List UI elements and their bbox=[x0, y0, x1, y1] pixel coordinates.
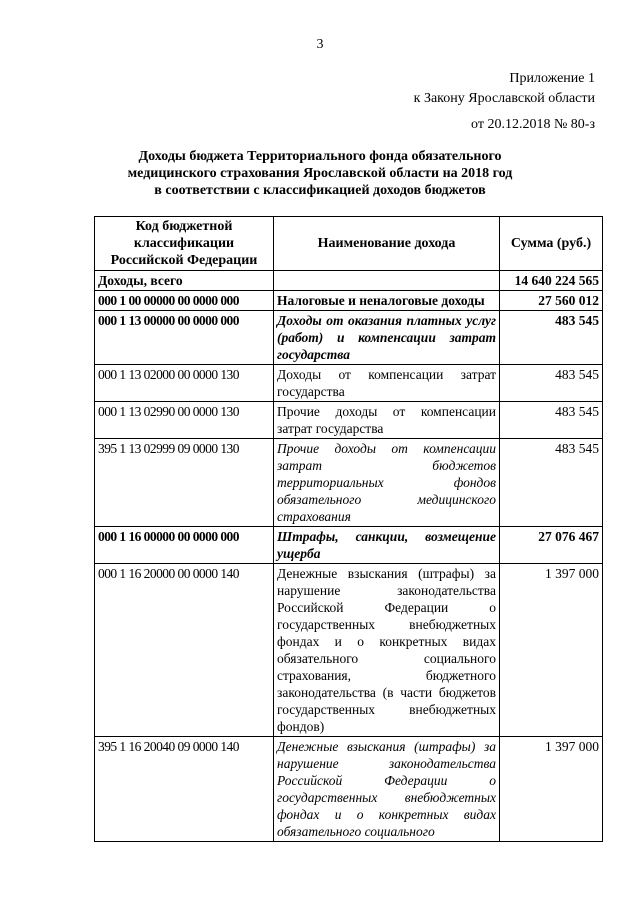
revenue-table bbox=[94, 216, 603, 842]
header-amount: Сумма (руб.) bbox=[500, 217, 603, 271]
row-name bbox=[274, 271, 500, 291]
annex-law-reference: к Закону Ярославской области bbox=[413, 91, 595, 106]
row-code: 395 1 16 20040 09 0000 140 bbox=[95, 737, 274, 842]
title-line-1: Доходы бюджета Территориального фонда обязательного bbox=[138, 149, 502, 164]
header-name: Наименование дохода bbox=[274, 217, 500, 271]
row-name: Доходы от оказания платных услуг (работ) и компенсации затрат государства bbox=[274, 311, 500, 365]
title-line-2: медицинского страхования Ярославской области на 2018 год bbox=[127, 166, 513, 181]
title-line-3: в соответствии с классификацией доходов бюджетов bbox=[154, 183, 486, 198]
table-row bbox=[95, 365, 603, 402]
row-code: 000 1 16 00000 00 0000 000 bbox=[95, 527, 274, 564]
row-code: 000 1 13 02000 00 0000 130 bbox=[95, 365, 274, 402]
header-code: Код бюджетной классификации Российской Федерации bbox=[95, 217, 274, 271]
row-name: Денежные взыскания (штрафы) за нарушение законодательства Российской Федерации о государственных внебюджетных фондах и о конкретных видах обязательного социального страхования, бюджетного законодательства (в части бюджетов государственных внебюджетных фондов) bbox=[274, 564, 500, 737]
row-name: Прочие доходы от компенсации затрат бюджетов территориальных фондов обязательного медицинского страхования bbox=[274, 439, 500, 527]
table-row bbox=[95, 311, 603, 365]
row-amount: 14 640 224 565 bbox=[500, 271, 603, 291]
row-code: Доходы, всего bbox=[95, 271, 274, 291]
row-name: Денежные взыскания (штрафы) за нарушение законодательства Российской Федерации о государственных внебюджетных фондах и о конкретных видах обязательного социального bbox=[274, 737, 500, 842]
row-code: 000 1 13 00000 00 0000 000 bbox=[95, 311, 274, 365]
row-code: 000 1 00 00000 00 0000 000 bbox=[95, 291, 274, 311]
row-amount: 1 397 000 bbox=[500, 737, 603, 842]
page-number: 3 bbox=[316, 37, 324, 52]
row-amount: 483 545 bbox=[500, 439, 603, 527]
table-row bbox=[95, 737, 603, 842]
table-row-total bbox=[95, 271, 603, 291]
row-code: 000 1 13 02990 00 0000 130 bbox=[95, 402, 274, 439]
annex-law-date: от 20.12.2018 № 80-з bbox=[471, 117, 595, 132]
table-row bbox=[95, 291, 603, 311]
table-row bbox=[95, 439, 603, 527]
row-code: 000 1 16 20000 00 0000 140 bbox=[95, 564, 274, 737]
row-name: Прочие доходы от компенсации затрат государства bbox=[274, 402, 500, 439]
table-row bbox=[95, 527, 603, 564]
row-amount: 483 545 bbox=[500, 402, 603, 439]
annex-label: Приложение 1 bbox=[509, 71, 595, 86]
document-title bbox=[95, 148, 545, 199]
row-name: Доходы от компенсации затрат государства bbox=[274, 365, 500, 402]
row-code: 395 1 13 02999 09 0000 130 bbox=[95, 439, 274, 527]
row-amount: 1 397 000 bbox=[500, 564, 603, 737]
row-amount: 483 545 bbox=[500, 311, 603, 365]
row-name: Штрафы, санкции, возмещение ущерба bbox=[274, 527, 500, 564]
row-name: Налоговые и неналоговые доходы bbox=[274, 291, 500, 311]
row-amount: 27 076 467 bbox=[500, 527, 603, 564]
table-row bbox=[95, 402, 603, 439]
row-amount: 27 560 012 bbox=[500, 291, 603, 311]
row-amount: 483 545 bbox=[500, 365, 603, 402]
table-row bbox=[95, 564, 603, 737]
table-header-row bbox=[95, 217, 603, 271]
